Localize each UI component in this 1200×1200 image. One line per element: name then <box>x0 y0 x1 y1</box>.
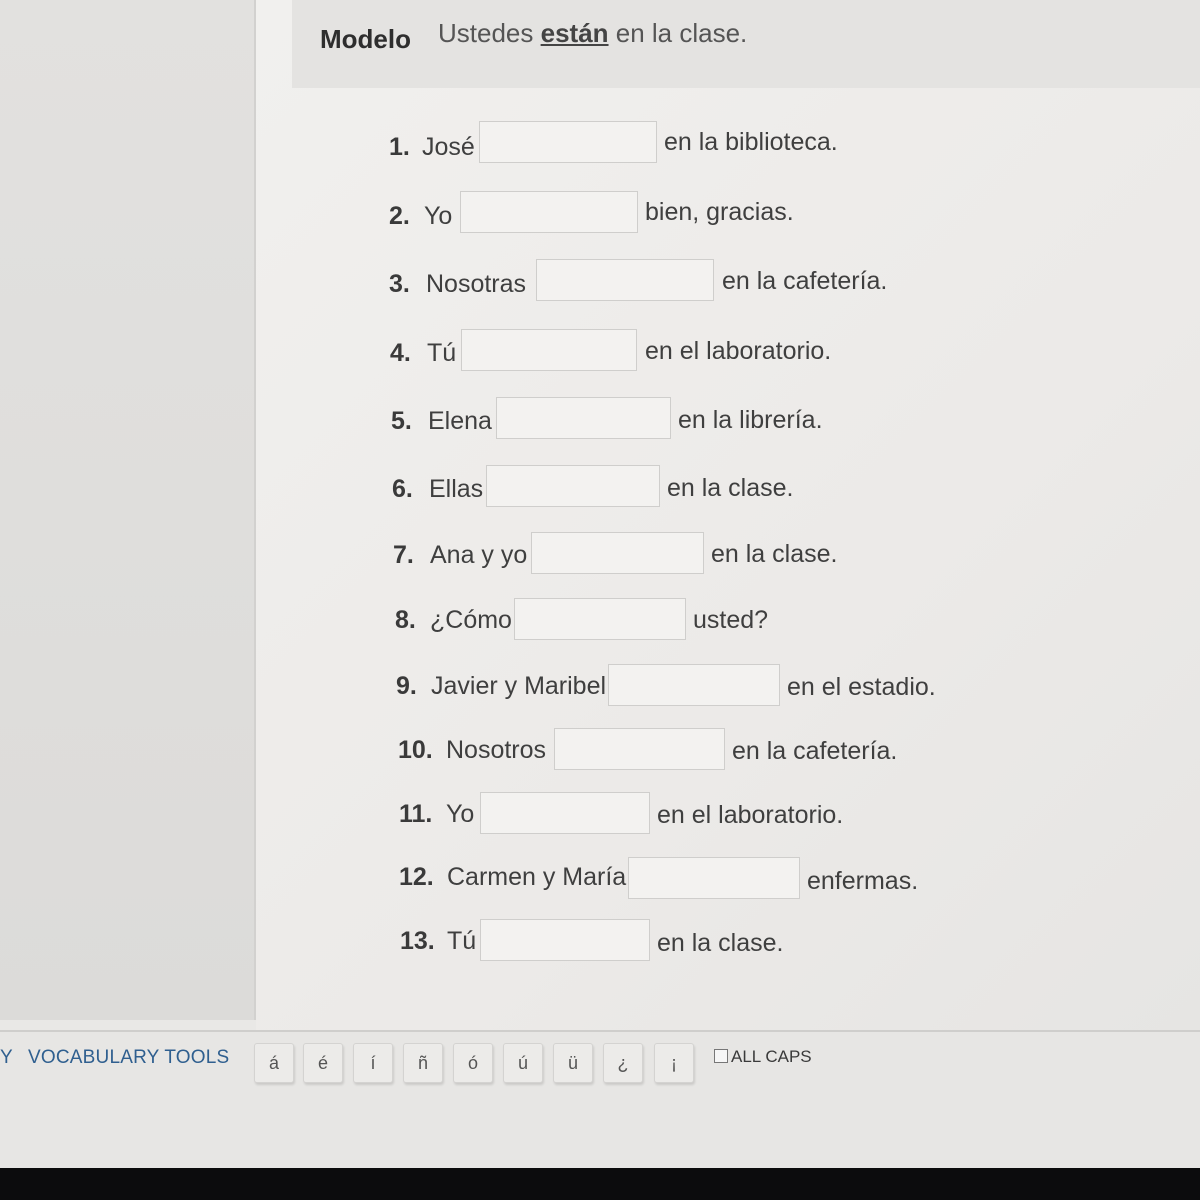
inverted-exclamation-button[interactable]: ¡ <box>654 1043 694 1083</box>
model-verb: están <box>540 18 609 48</box>
item-5-answer-input[interactable] <box>496 397 671 439</box>
item-8-answer-input[interactable] <box>514 598 686 640</box>
inverted-question-button[interactable]: ¿ <box>603 1043 643 1083</box>
item-9-number: 9. <box>396 672 417 700</box>
item-4-number: 4. <box>390 339 411 367</box>
item-8-subject: ¿Cómo <box>430 606 512 634</box>
item-11-number: 11. <box>399 800 433 828</box>
accent-i-button[interactable]: í <box>353 1043 393 1083</box>
item-6-subject: Ellas <box>429 475 484 503</box>
item-10-subject: Nosotros <box>446 736 547 764</box>
item-4-subject: Tú <box>427 339 457 367</box>
item-12-rest: enfermas. <box>807 867 919 895</box>
vocabulary-tools-link[interactable]: VOCABULARY TOOLS <box>28 1047 230 1068</box>
item-8-number: 8. <box>395 606 416 634</box>
item-9-subject: Javier y Maribel <box>431 672 607 700</box>
previous-tool-link[interactable]: Y <box>0 1047 13 1068</box>
item-10-rest: en la cafetería. <box>732 737 898 765</box>
item-13-answer-input[interactable] <box>480 919 650 961</box>
item-13-rest: en la clase. <box>657 929 784 957</box>
model-label: Modelo <box>320 24 411 54</box>
item-7-answer-input[interactable] <box>531 532 704 574</box>
item-13-subject: Tú <box>447 927 477 955</box>
all-caps-checkbox[interactable] <box>714 1049 728 1063</box>
item-2-subject: Yo <box>424 202 453 230</box>
accent-o-button[interactable]: ó <box>453 1043 493 1083</box>
item-1-rest: en la biblioteca. <box>664 128 838 156</box>
accent-e-button[interactable]: é <box>303 1043 343 1083</box>
model-sentence-start: Ustedes <box>438 18 541 48</box>
item-1-answer-input[interactable] <box>479 121 657 163</box>
item-8-rest: usted? <box>693 606 769 634</box>
accent-a-button[interactable]: á <box>254 1043 294 1083</box>
model-sentence-end: en la clase. <box>608 18 748 48</box>
accent-u-umlaut-button[interactable]: ü <box>553 1043 593 1083</box>
all-caps-label[interactable]: ALL CAPS <box>731 1047 812 1066</box>
item-12-number: 12. <box>399 863 434 891</box>
accent-u-button[interactable]: ú <box>503 1043 543 1083</box>
item-10-number: 10. <box>398 736 433 764</box>
screen-bezel <box>0 1168 1200 1200</box>
item-13-number: 13. <box>400 927 435 955</box>
item-7-subject: Ana y yo <box>430 541 528 569</box>
item-5-number: 5. <box>391 407 412 435</box>
item-12-subject: Carmen y María <box>447 863 627 891</box>
item-7-number: 7. <box>393 541 414 569</box>
item-6-rest: en la clase. <box>667 474 794 502</box>
item-4-answer-input[interactable] <box>461 329 637 371</box>
item-9-rest: en el estadio. <box>787 673 936 701</box>
item-2-answer-input[interactable] <box>460 191 638 233</box>
left-panel <box>0 0 256 1020</box>
item-6-number: 6. <box>392 475 413 503</box>
item-2-rest: bien, gracias. <box>645 198 794 226</box>
item-5-rest: en la librería. <box>678 406 823 434</box>
accent-n-button[interactable]: ñ <box>403 1043 443 1083</box>
item-5-subject: Elena <box>428 407 492 435</box>
item-11-rest: en el laboratorio. <box>657 801 844 829</box>
item-3-answer-input[interactable] <box>536 259 714 301</box>
item-2-number: 2. <box>389 202 410 230</box>
item-1-number: 1. <box>389 133 410 161</box>
item-9-answer-input[interactable] <box>608 664 780 706</box>
item-11-subject: Yo <box>446 800 475 828</box>
model-sentence <box>438 18 747 49</box>
item-3-rest: en la cafetería. <box>722 267 888 295</box>
item-4-rest: en el laboratorio. <box>645 337 832 365</box>
item-3-subject: Nosotras <box>426 270 527 298</box>
item-3-number: 3. <box>389 270 410 298</box>
item-11-answer-input[interactable] <box>480 792 650 834</box>
item-6-answer-input[interactable] <box>486 465 660 507</box>
item-12-answer-input[interactable] <box>628 857 800 899</box>
item-1-subject: José <box>422 133 475 161</box>
item-10-answer-input[interactable] <box>554 728 725 770</box>
item-7-rest: en la clase. <box>711 540 838 568</box>
